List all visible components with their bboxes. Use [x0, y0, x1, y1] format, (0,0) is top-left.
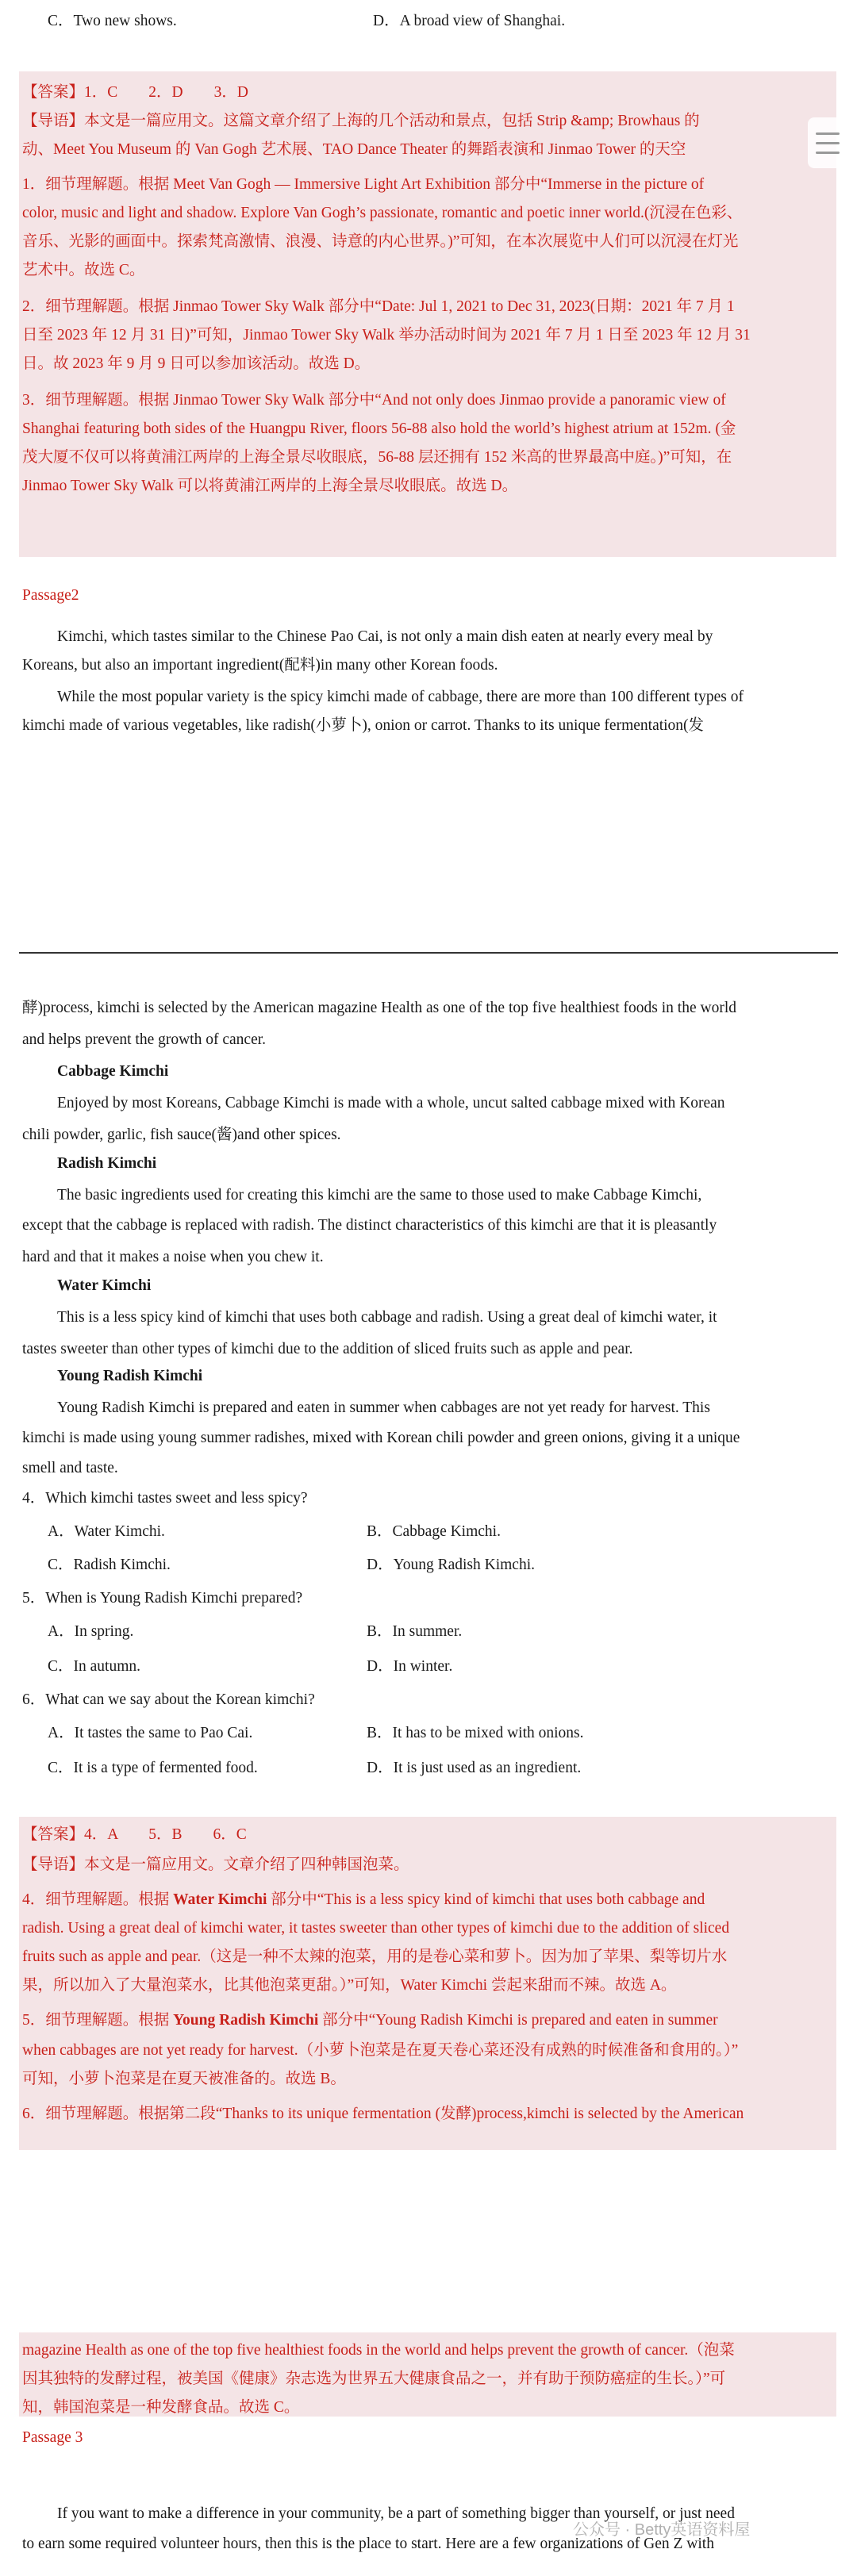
explanation-line: 音乐、光影的画面中。探索梵高激情、浪漫、诗意的内心世界。)”可知，在本次展览中人们可以沉浸在灯光: [22, 233, 739, 250]
option: C．Radish Kimchi.: [48, 1557, 171, 1573]
section-heading: Radish Kimchi: [57, 1155, 157, 1172]
passage-text: The basic ingredients used for creating this kimchi are the same to those used to make Cabbage Kimchi,: [57, 1187, 702, 1204]
explanation-line: 艺术中。故选 C。: [22, 262, 145, 278]
explanation-line: Jinmao Tower Sky Walk 可以将黄浦江两岸的上海全景尽收眼底。故选 D。: [22, 478, 518, 494]
passage-text: While the most popular variety is the spicy kimchi made of cabbage, there are more than 100 different types of: [57, 689, 744, 705]
explanation-line: 4．细节理解题。根据 Water Kimchi 部分中“This is a less spicy kind of kimchi that uses both cabbage and: [22, 1891, 705, 1908]
question: 5．When is Young Radish Kimchi prepared?: [22, 1590, 303, 1607]
option: D．Young Radish Kimchi.: [367, 1557, 535, 1573]
section-heading: Water Kimchi: [57, 1277, 152, 1294]
explanation-line: 可知，小萝卜泡菜是在夏天被准备的。故选 B。: [22, 2071, 346, 2087]
section-heading: Young Radish Kimchi: [57, 1368, 203, 1384]
passage-text: chili powder, garlic, fish sauce(酱)and other spices.: [22, 1127, 341, 1143]
watermark: 公众号 · Betty英语资料屋: [573, 2521, 751, 2539]
option: D．It is just used as an ingredient.: [367, 1760, 582, 1776]
passage-title: Passage2: [22, 587, 79, 604]
section-heading: Cabbage Kimchi: [57, 1063, 169, 1080]
answer-line-1: 【答案】1．C 2．D 3．D: [22, 84, 248, 101]
explanation-line: 3．细节理解题。根据 Jinmao Tower Sky Walk 部分中“And not only does Jinmao provide a panoramic view of: [22, 392, 726, 409]
explanation-line: 果，所以加入了大量泡菜水，比其他泡菜更甜。）”可知，Water Kimchi 尝起来甜而不辣。故选 A。: [22, 1977, 677, 1994]
page-divider: [19, 952, 838, 954]
option-c: C．Two new shows.: [48, 13, 177, 29]
explanation-line: 知，韩国泡菜是一种发酵食品。故选 C。: [22, 2399, 300, 2416]
option-d: D．A broad view of Shanghai.: [373, 13, 566, 29]
explanation-line: 茂大厦不仅可以将黄浦江两岸的上海全景尽收眼底，56-88 层还拥有 152 米高的世界最高中庭。)”可知，在: [22, 449, 732, 466]
passage-text: Kimchi, which tastes similar to the Chinese Pao Cai, is not only a main dish eaten at nearly every meal by: [57, 628, 713, 645]
option: C．It is a type of fermented food.: [48, 1760, 258, 1776]
intro-line: 【导语】本文是一篇应用文。文章介绍了四种韩国泡菜。: [22, 1856, 409, 1873]
option: B．Cabbage Kimchi.: [367, 1523, 501, 1540]
explanation-line: color, music and light and shadow. Explore Van Gogh’s passionate, romantic and poetic inner world.(沉浸在色彩、: [22, 205, 743, 221]
intro-line: 动、Meet You Museum 的 Van Gogh 艺术展、TAO Dance Theater 的舞蹈表演和 Jinmao Tower 的天空: [22, 141, 686, 158]
explanation-line: Shanghai featuring both sides of the Huangpu River, floors 56-88 also hold the world’s highest atrium at 152m. (金: [22, 420, 736, 437]
explanation-line: 1．细节理解题。根据 Meet Van Gogh — Immersive Light Art Exhibition 部分中“Immerse in the picture of: [22, 176, 705, 193]
passage-text: hard and that it makes a noise when you chew it.: [22, 1249, 324, 1265]
explanation-line: 日至 2023 年 12 月 31 日)”可知，Jinmao Tower Sky Walk 举办活动时间为 2021 年 7 月 1 日至 2023 年 12 月 31: [22, 327, 751, 344]
explanation-line: 日。故 2023 年 9 月 9 日可以参加该活动。故选 D。: [22, 355, 371, 372]
option: B．In summer.: [367, 1623, 463, 1640]
option: A．It tastes the same to Pao Cai.: [48, 1725, 253, 1741]
intro-line: 【导语】本文是一篇应用文。这篇文章介绍了上海的几个活动和景点，包括 Strip &amp; Browhaus 的: [22, 113, 700, 129]
passage-text: and helps prevent the growth of cancer.: [22, 1031, 267, 1048]
option: D．In winter.: [367, 1658, 453, 1675]
passage-text: to earn some required volunteer hours, then this is the place to start. Here are a few organizations of Gen Z with: [22, 2536, 714, 2552]
passage-text: 酵)process, kimchi is selected by the American magazine Health as one of the top five healthiest foods in the world: [22, 1000, 736, 1016]
passage-text: Koreans, but also an important ingredient(配料)in many other Korean foods.: [22, 657, 498, 674]
explanation-line: radish. Using a great deal of kimchi water, it tastes sweeter than other types of kimchi due to the addition of sliced: [22, 1920, 730, 1937]
explanation-line: 因其独特的发酵过程，被美国《健康》杂志选为世界五大健康食品之一，并有助于预防癌症的生长。）”可: [22, 2371, 726, 2387]
explanation-line: when cabbages are not yet ready for harvest.（小萝卜泡菜是在夏天卷心菜还没有成熟的时候准备和食用的。）”: [22, 2042, 739, 2059]
passage-text: Young Radish Kimchi is prepared and eaten in summer when cabbages are not yet ready for harvest. This: [57, 1399, 710, 1416]
passage-text: kimchi is made using young summer radishes, mixed with Korean chili powder and green onions, giving it a unique: [22, 1430, 740, 1446]
passage-title: Passage 3: [22, 2429, 83, 2446]
option: C．In autumn.: [48, 1658, 140, 1675]
option: B．It has to be mixed with onions.: [367, 1725, 584, 1741]
explanation-line: 6．细节理解题。根据第二段“Thanks to its unique fermentation (发酵)process,kimchi is selected by the American: [22, 2106, 744, 2122]
question: 4．Which kimchi tastes sweet and less spicy?: [22, 1490, 308, 1507]
explanation-line: magazine Health as one of the top five healthiest foods in the world and helps prevent the growth of cancer.（泡菜: [22, 2342, 735, 2359]
explanation-line: 2．细节理解题。根据 Jinmao Tower Sky Walk 部分中“Date: Jul 1, 2021 to Dec 31, 2023(日期：2021 年 7 月 1: [22, 298, 735, 315]
menu-icon[interactable]: [808, 117, 847, 168]
passage-text: Enjoyed by most Koreans, Cabbage Kimchi is made with a whole, uncut salted cabbage mixed with Korean: [57, 1095, 725, 1111]
answer-line-2: 【答案】4．A 5．B 6．C: [22, 1826, 247, 1843]
passage-text: tastes sweeter than other types of kimchi due to the addition of sliced fruits such as apple and pear.: [22, 1341, 633, 1357]
option: A．Water Kimchi.: [48, 1523, 165, 1540]
passage-text: kimchi made of various vegetables, like radish(小萝卜), onion or carrot. Thanks to its unique fermentation(发: [22, 717, 705, 734]
question: 6．What can we say about the Korean kimchi?: [22, 1691, 315, 1708]
passage-text: smell and taste.: [22, 1460, 118, 1476]
explanation-line: 5．细节理解题。根据 Young Radish Kimchi 部分中“Young Radish Kimchi is prepared and eaten in summer: [22, 2012, 718, 2029]
passage-text: If you want to make a difference in your community, be a part of something bigger than yourself, or just need: [57, 2505, 735, 2522]
option: A．In spring.: [48, 1623, 134, 1640]
passage-text: except that the cabbage is replaced with radish. The distinct characteristics of this kimchi are that it is pleasantly: [22, 1217, 717, 1234]
passage-text: This is a less spicy kind of kimchi that uses both cabbage and radish. Using a great deal of kimchi water, it: [57, 1309, 717, 1326]
explanation-line: fruits such as apple and pear.（这是一种不太辣的泡菜，用的是卷心菜和萝卜。因为加了苹果、梨等切片水: [22, 1948, 728, 1965]
